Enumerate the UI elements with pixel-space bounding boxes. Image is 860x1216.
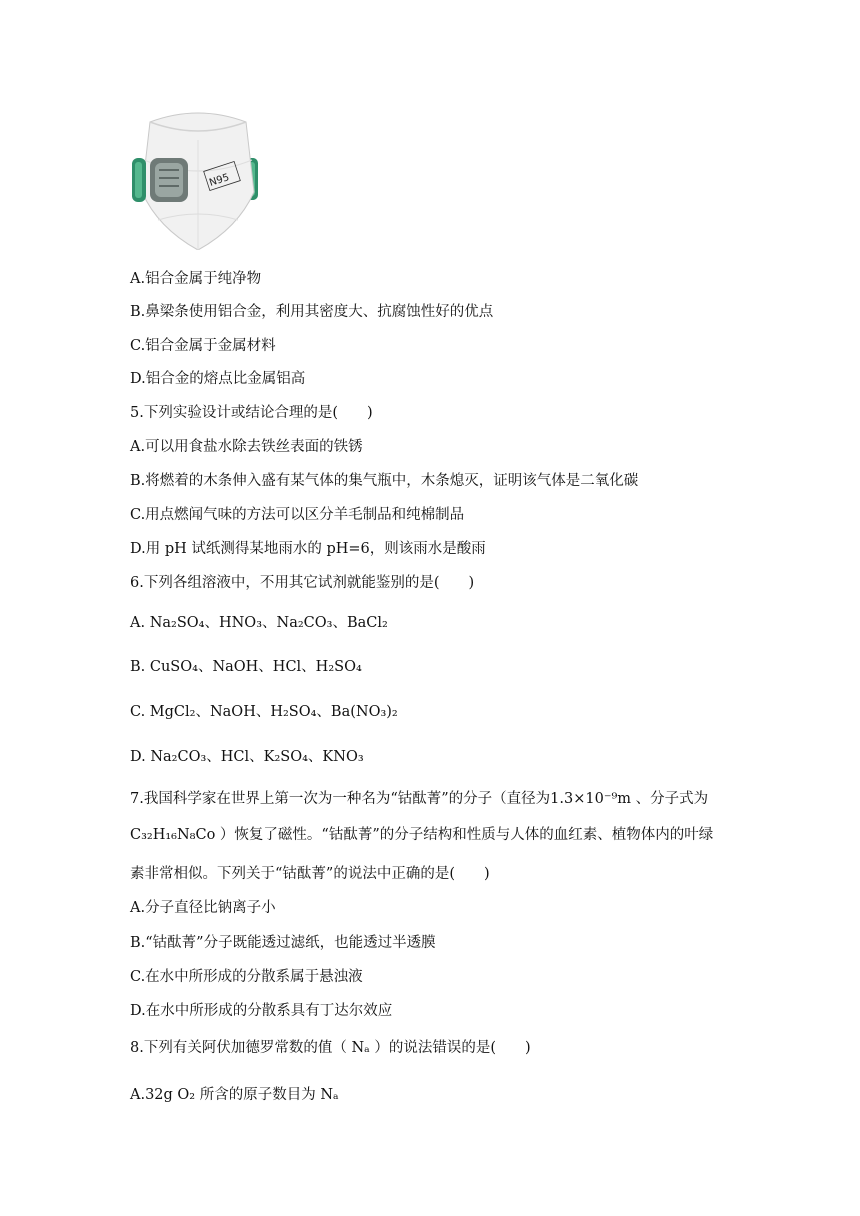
q4-option-d: D.铝合金的熔点比金属铝高 (130, 371, 306, 387)
q7-stem-line3: 素非常相似。下列关于“钴酞菁”的说法中正确的是( ) (130, 866, 490, 882)
q4-option-a: A.铝合金属于纯净物 (130, 271, 262, 287)
q6-option-a: A. Na₂SO₄、HNO₃、Na₂CO₃、BaCl₂ (130, 615, 388, 631)
q5-option-b: B.将燃着的木条伸入盛有某气体的集气瓶中，木条熄灭，证明该气体是二氧化碳 (130, 473, 639, 489)
mask-label: N95 (208, 172, 231, 189)
q6-option-d: D. Na₂CO₃、HCl、K₂SO₄、KNO₃ (130, 749, 364, 765)
q5-option-d: D.用 pH 试纸测得某地雨水的 pH=6，则该雨水是酸雨 (130, 541, 486, 557)
q5-stem: 5.下列实验设计或结论合理的是( ) (130, 405, 373, 421)
q5-option-a: A.可以用食盐水除去铁丝表面的铁锈 (130, 439, 363, 455)
q7-option-d: D.在水中所形成的分散系具有丁达尔效应 (130, 1003, 393, 1019)
q7-option-a: A.分子直径比钠离子小 (130, 900, 276, 916)
q6-option-b: B. CuSO₄、NaOH、HCl、H₂SO₄ (130, 659, 362, 675)
q6-stem: 6.下列各组溶液中，不用其它试剂就能鉴别的是( ) (130, 575, 475, 591)
q4-option-c: C.铝合金属于金属材料 (130, 338, 276, 354)
q7-option-c: C.在水中所形成的分散系属于悬浊液 (130, 969, 363, 985)
q8-stem: 8.下列有关阿伏加德罗常数的值（ Nₐ ）的说法错误的是( ) (130, 1040, 531, 1056)
q8-option-a: A.32g O₂ 所含的原子数目为 Nₐ (130, 1087, 339, 1103)
q6-option-c: C. MgCl₂、NaOH、H₂SO₄、Ba(NO₃)₂ (130, 704, 398, 720)
q4-option-b: B.鼻梁条使用铝合金，利用其密度大、抗腐蚀性好的优点 (130, 304, 494, 320)
q7-stem-line1: 7.我国科学家在世界上第一次为一种名为“钴酞菁”的分子（直径为1.3×10⁻⁹m 、分子式为 (130, 791, 709, 807)
q5-option-c: C.用点燃闻气味的方法可以区分羊毛制品和纯棉制品 (130, 507, 465, 523)
q7-stem-line2: C₃₂H₁₆N₈Co ）恢复了磁性。“钴酞菁”的分子结构和性质与人体的血红素、植物体内的叶绿 (130, 827, 714, 843)
n95-mask-icon (128, 100, 268, 250)
q7-option-b: B.“钴酞菁”分子既能透过滤纸，也能透过半透膜 (130, 935, 436, 951)
